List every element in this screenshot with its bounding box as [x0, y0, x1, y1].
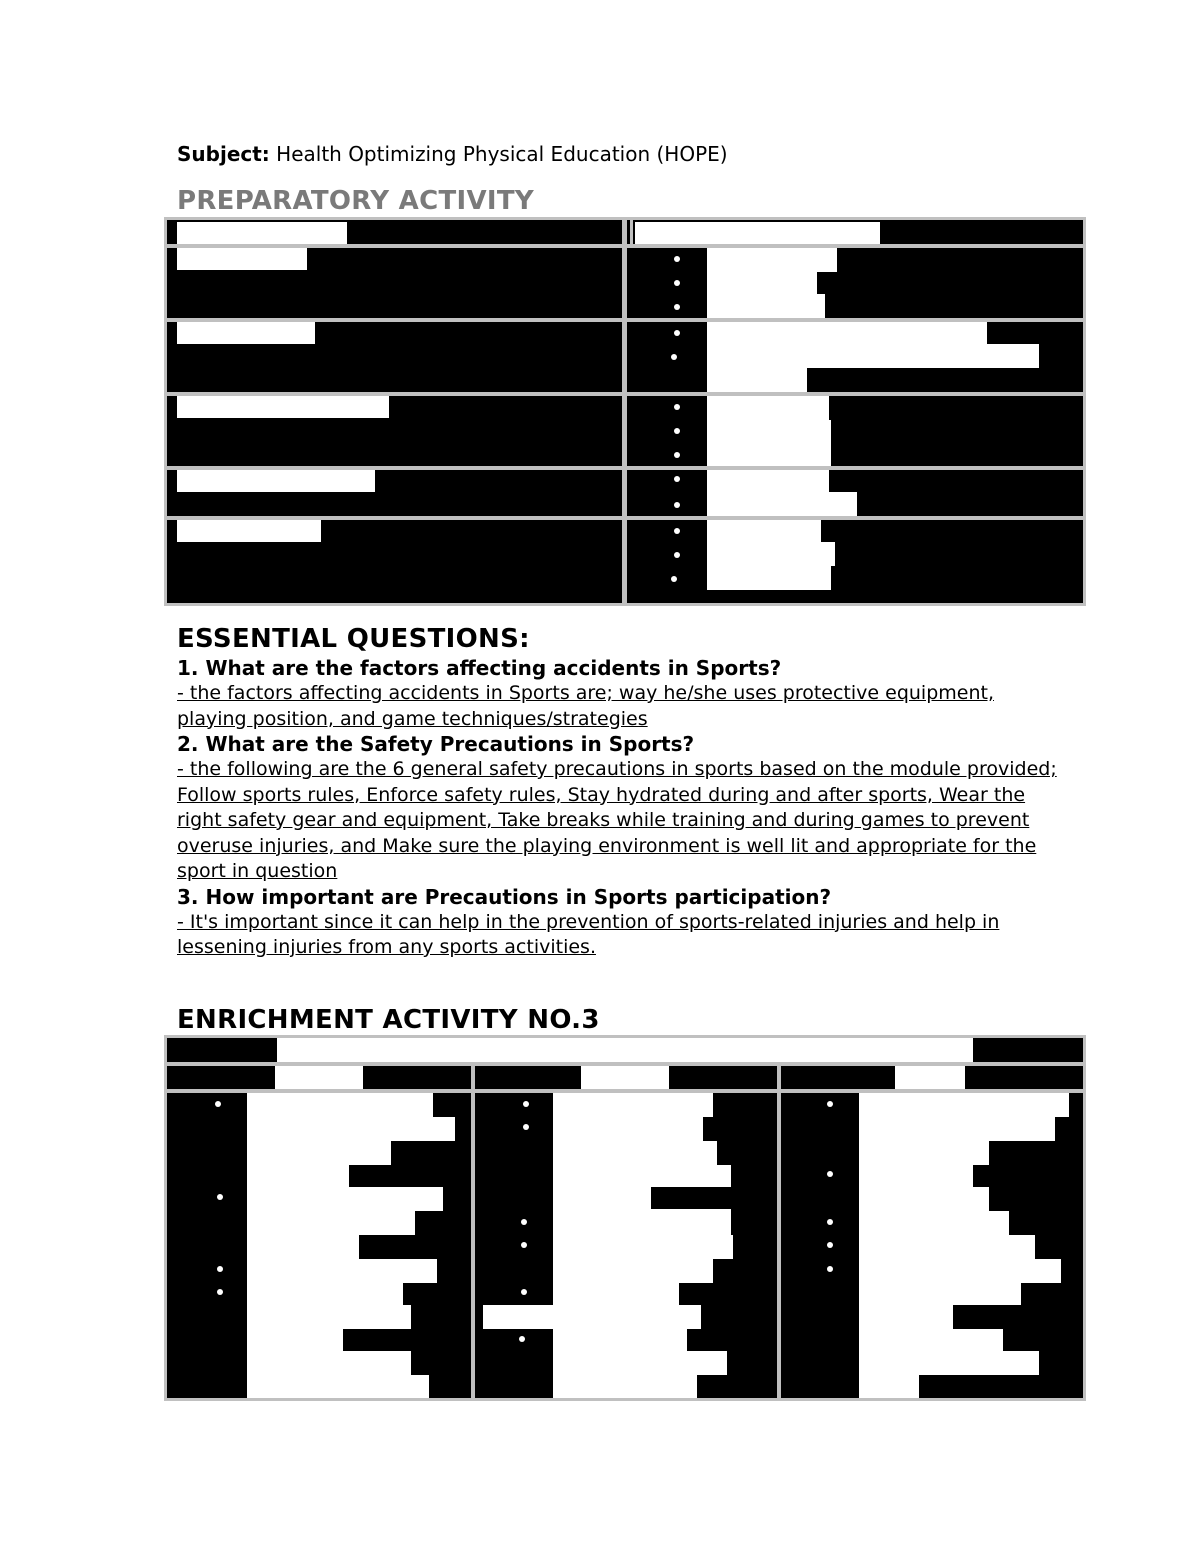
bullet-icon — [521, 1242, 527, 1248]
bullet-icon — [674, 528, 680, 534]
bullet-icon — [674, 256, 680, 262]
bullet-icon — [674, 476, 680, 482]
subject-value: Health Optimizing Physical Education (HOPE) — [276, 142, 728, 166]
bullet-icon — [674, 552, 680, 558]
bullet-icon — [674, 502, 680, 508]
subject-label: Subject: — [177, 142, 270, 166]
bullet-icon — [827, 1242, 833, 1248]
bullet-icon — [217, 1289, 223, 1295]
bullet-icon — [674, 304, 680, 310]
bullet-icon — [674, 330, 680, 336]
bullet-icon — [827, 1171, 833, 1177]
bullet-icon — [671, 576, 677, 582]
enrichment-activity-heading: ENRICHMENT ACTIVITY NO.3 — [177, 1005, 600, 1035]
question-1: 1. What are the factors affecting accidents in Sports? — [177, 656, 782, 680]
essential-questions-heading: ESSENTIAL QUESTIONS: — [177, 624, 530, 654]
bullet-icon — [674, 280, 680, 286]
answer-3: - It's important since it can help in the prevention of sports-related injuries and help in lessening injuries from any sports activities. — [177, 910, 1000, 958]
question-3: 3. How important are Precautions in Sports participation? — [177, 884, 832, 909]
preparatory-table-redacted — [164, 217, 1086, 606]
bullet-icon — [674, 452, 680, 458]
enrichment-table-redacted — [164, 1035, 1086, 1401]
answer-1: - the factors affecting accidents in Sports are; way he/she uses protective equipment, playing position, and game techniques/strategies — [177, 682, 994, 730]
bullet-icon — [523, 1101, 529, 1107]
preparatory-activity-heading: PREPARATORY ACTIVITY — [177, 186, 535, 216]
essential-questions-section — [177, 624, 1057, 961]
bullet-icon — [521, 1219, 527, 1225]
bullet-icon — [827, 1101, 833, 1107]
bullet-icon — [827, 1266, 833, 1272]
bullet-icon — [671, 354, 677, 360]
bullet-icon — [215, 1101, 221, 1107]
answer-2: - the following are the 6 general safety precautions in sports based on the module provided; Follow sports rules, Enforce safety rules, Stay hydrated during and after sports, Wear the right safety gear and equipment, Take breaks while training and during games to prevent overuse injuries, and Make sure the playing environment is well lit and appropriate for the sport in question — [177, 758, 1057, 882]
bullet-icon — [523, 1124, 529, 1130]
question-2: 2. What are the Safety Precautions in Sports? — [177, 732, 695, 756]
subject-line — [177, 142, 728, 166]
bullet-icon — [217, 1194, 223, 1200]
bullet-icon — [521, 1289, 527, 1295]
bullet-icon — [674, 404, 680, 410]
bullet-icon — [217, 1266, 223, 1272]
bullet-icon — [519, 1336, 525, 1342]
bullet-icon — [674, 428, 680, 434]
bullet-icon — [827, 1219, 833, 1225]
